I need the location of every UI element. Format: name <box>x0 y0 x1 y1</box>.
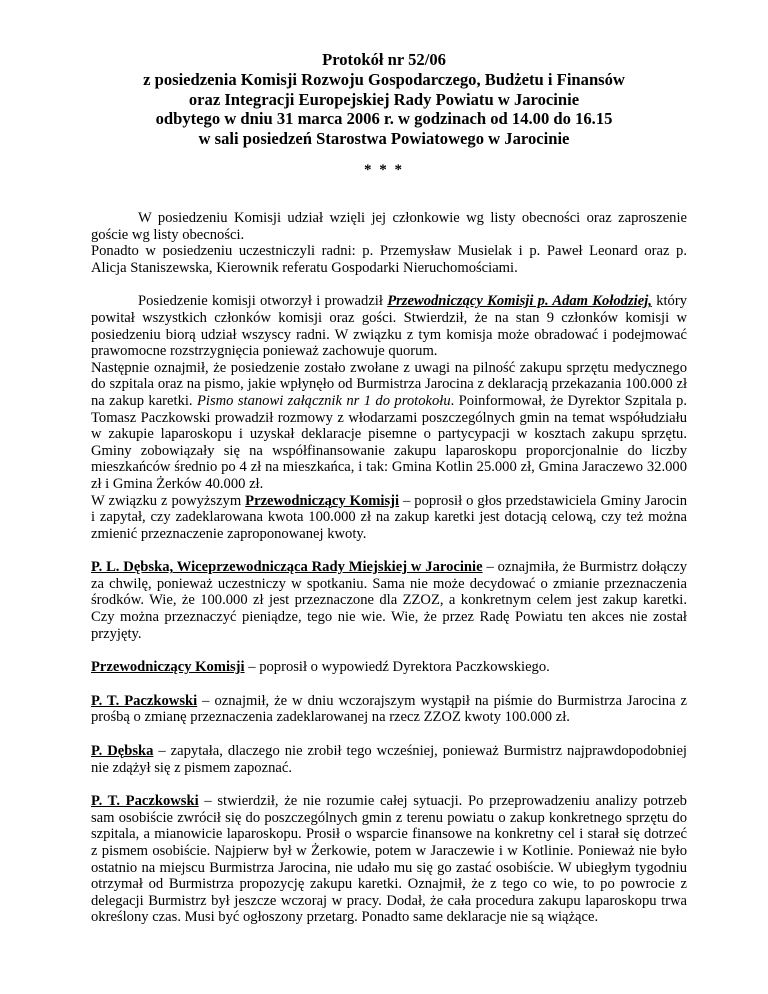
paragraph-debska-2 <box>91 743 687 776</box>
document-body <box>91 210 687 943</box>
title-line-1: Protokół nr 52/06 <box>322 50 446 69</box>
title-line-2: z posiedzenia Komisji Rozwoju Gospodarczego, Budżetu i Finansów <box>143 69 625 89</box>
speaker-chairman-2: Przewodniczący Komisji <box>91 659 245 676</box>
paragraph-paczkowski-2 <box>91 793 687 926</box>
speaker-chairman-full: Przewodniczący Komisji p. Adam Kołodziej, <box>387 293 652 310</box>
attachment-note: Pismo stanowi załącznik nr 1 do protokołu <box>196 392 451 409</box>
opening-text-3b: – poprosił o głos przedstawiciela Gminy Jarocin i zapytał, czy zadeklarowana kwota 100.000 zł na zakup karetki jest dotacją celową, czy też można zmienić przeznaczenie zaproponowanej kwoty. <box>91 492 688 542</box>
opening-text-2a: Następnie oznajmił, że posiedzenie zostało zwołane z uwagi na pilność zakupu sprzętu medycznego do szpitala oraz na pismo, jakie wpłynęło od Burmistrza Jarocina z deklaracją przekazania 100.000 zł na zakup karetki. <box>91 359 687 409</box>
speaker-paczkowski-1: P. T. Paczkowski <box>91 692 198 709</box>
opening-text: który powitał wszystkich członków komisji oraz gości. Stwierdził, że na stan 9 członków komisji w posiedzeniu biorą udział wszyscy radni. W związku z tym komisja może obradować i podejmować prawomocne rozstrzygnięcia ponieważ zachowuje quorum. <box>91 293 687 360</box>
document-title <box>80 50 688 149</box>
opening-text-3a: W związku z powyższym <box>91 492 246 509</box>
speaker-paczkowski-2: P. T. Paczkowski <box>91 793 199 810</box>
attendance-text: W posiedzeniu Komisji udział wzięli jej członkowie wg listy obecności oraz zaproszenie goście wg listy obecności. <box>91 210 687 243</box>
paczkowski-text-2: – stwierdził, że nie rozumie całej sytuacji. Po przeprowadzeniu analizy potrzeb sam osobiście zwrócił się do poszczególnych gmin z terenu powiatu o zakup konkretnego sprzętu do szpitala, a mianowicie laparoskopu. Prosił o wsparcie finansowe na konkretny cel i starał się dotrzeć z pismem osobiście. Najpierw był w Żerkowie, potem w Jaraczewie i w Kotlinie. Ponieważ nie było ostatnio na miejscu Burmistrza Jarocina, nie udało mu się go zastać osobiście. W ubiegłym tygodniu otrzymał od Burmistrza propozycję zakupu karetki. Oznajmił, że z tego co wie, to po powrocie z delegacji Burmistrz był jeszcze wczoraj w pracy. Dodał, że cała procedura zakupu laparoskopu trwa określony czas. Musi być ogłoszony przetarg. Ponadto same deklaracje nie są wiążące. <box>91 793 687 926</box>
title-line-4: odbytego w dniu 31 marca 2006 r. w godzinach od 14.00 do 16.15 <box>155 109 613 129</box>
speaker-chairman: Przewodniczący Komisji <box>245 492 400 509</box>
opening-lead: Posiedzenie komisji otworzył i prowadził <box>138 293 388 310</box>
section-separator: * * * <box>364 162 404 178</box>
paragraph-debska-1 <box>91 559 687 642</box>
speaker-debska-2: P. Dębska <box>91 743 154 760</box>
speaker-debska-full: P. L. Dębska, Wiceprzewodnicząca Rady Miejskiej w Jarocinie <box>91 559 483 576</box>
chairman-text-2: – poprosił o wypowiedź Dyrektora Paczkowskiego. <box>244 659 550 676</box>
title-line-5: w sali posiedzeń Starostwa Powiatowego w Jarocinie <box>198 129 570 149</box>
debska-text-1: – oznajmiła, że Burmistrz dołączy za chwilę, ponieważ uczestniczy w spotkaniu. Sama nie może decydować o zmianie przeznaczenia środków. Wie, że 100.000 zł jest przeznaczone dla ZZOZ, a konkretnym celem jest zakup karetki. Czy można przeznaczyć pieniądze, tego nie wie. Wie, że przez Radę Powiatu ten akces nie został przyjęty. <box>91 559 687 642</box>
paczkowski-text-1: – oznajmił, że w dniu wczorajszym wystąpił na piśmie do Burmistrza Jarocina z prośbą o zmianę przeznaczenia zadeklarowanej na rzecz ZZOZ kwoty 100.000 zł. <box>91 692 687 726</box>
attendance-guests-text: Ponadto w posiedzeniu uczestniczyli radni: p. Przemysław Musielak i p. Paweł Leonard oraz p. Alicja Staniszewska, Kierownik referatu Gospodarki Nieruchomościami. <box>91 243 687 276</box>
title-line-3: oraz Integracji Europejskiej Rady Powiatu w Jarocinie <box>188 89 580 109</box>
paragraph-opening <box>91 293 687 542</box>
opening-text-2b: . Poinformował, że Dyrektor Szpitala p. Tomasz Paczkowski prowadził rozmowy z włodarzami poszczególnych gmin na temat współudziału w zakupie laparoskopu i uzyskał deklaracje pisemne o partycypacji w kosztach zakupu sprzętu. Gminy zobowiązały się na współfinansowanie zakupu laparoskopu proporcjonalnie do liczby mieszkańców średnio po 4 zł na mieszkańca, i tak: Gmina Kotlin 25.000 zł, Gmina Jaraczewo 32.000 zł i Gmina Żerków 40.000 zł. <box>91 392 687 492</box>
paragraph-chairman-2 <box>91 659 687 676</box>
debska-text-2: – zapytała, dlaczego nie zrobił tego wcześniej, ponieważ Burmistrz najprawdopodobniej nie zdążył się z pismem zapoznać. <box>91 743 687 776</box>
paragraph-attendance <box>91 210 687 276</box>
paragraph-paczkowski-1 <box>91 693 687 726</box>
